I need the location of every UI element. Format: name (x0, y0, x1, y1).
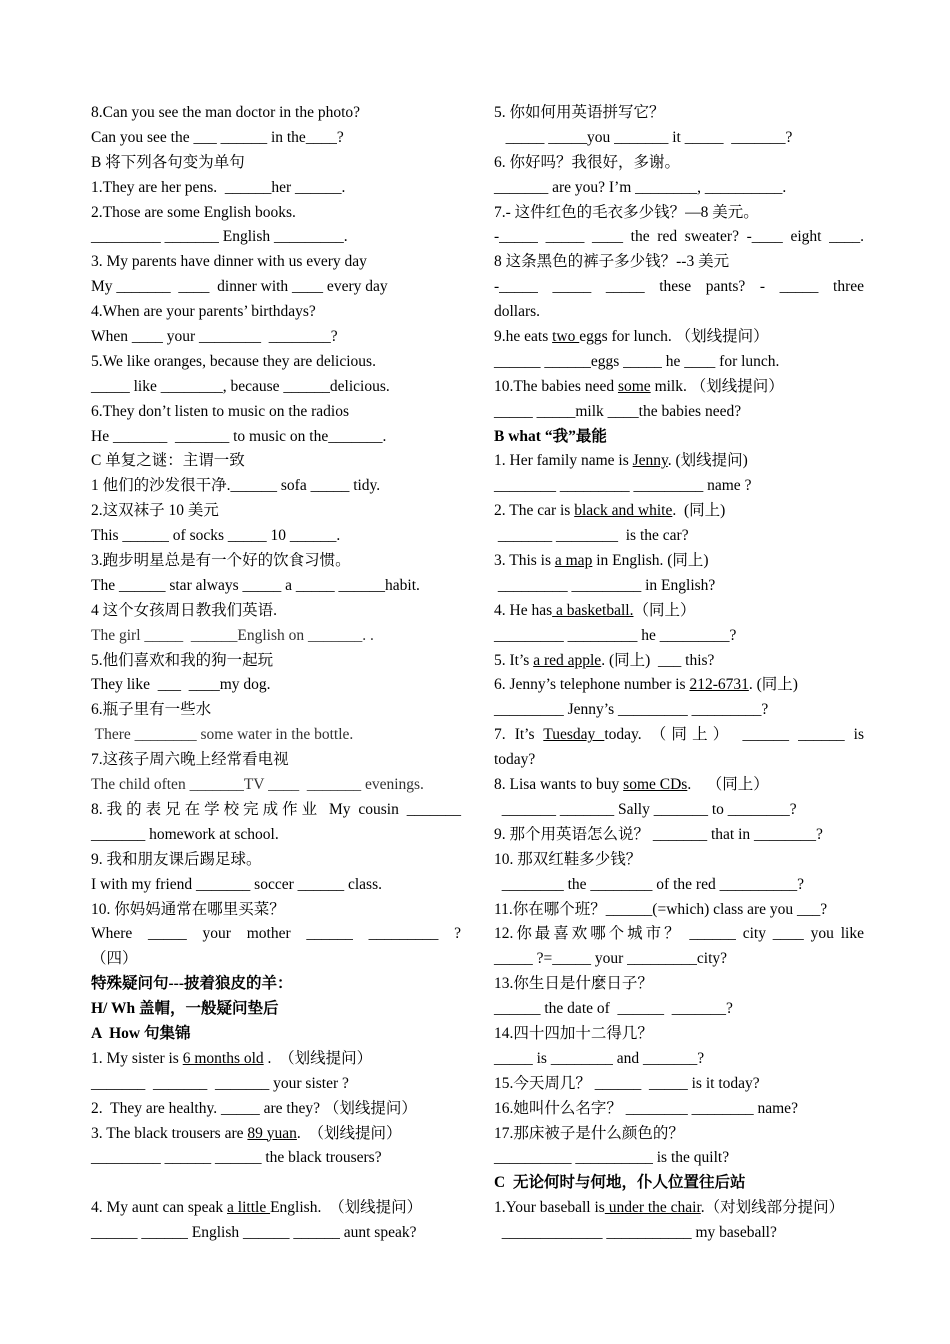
text-line: 4 这个女孩周日教我们英语. (91, 601, 278, 619)
text-line: 1 他们的沙发很干净.______ sofa _____ tidy. (91, 477, 381, 495)
text-line: _____ like ________, because ______delicious. (91, 377, 390, 395)
text-line: _______ _______ _______ your sister ? (91, 1074, 349, 1092)
text-line: _______ _______ Sally _______ to ________? (494, 800, 797, 818)
text-line: _____ ?=_____ your _________city? (494, 950, 728, 968)
blank-line (91, 1171, 461, 1196)
underlined-phrase: Tuesday (543, 726, 605, 744)
text-line: 3. The black trousers are 89 yuan. （划线提问） (91, 1124, 402, 1142)
text-line: 7.- 这件红色的毛衣多少钱？—8 美元。 (494, 203, 759, 221)
text-line: 13.你生日是什麼日子？ (494, 975, 653, 993)
text-line: 16.她叫什么名字？ ________ ________ name? (494, 1099, 798, 1117)
underlined-phrase: 89 yuan (247, 1124, 297, 1142)
text-line: ________ the ________ of the red __________? (494, 875, 804, 893)
text-line: -_____ _____ ____ the red sweater? -____ eight ____. (494, 228, 864, 246)
text-line: B 将下列各句变为单句 (91, 153, 245, 171)
text-line: 特殊疑问句---披着狼皮的羊： (91, 975, 293, 993)
text-line: 14.四十四加十二得几？ (494, 1024, 653, 1042)
text-line: today? (494, 751, 536, 769)
text-line: 10. 那双红鞋多少钱？ (494, 850, 642, 868)
text-line: 9. 那个用英语怎么说？ _______ that in ________? (494, 825, 823, 843)
text-line: 15.今天周几？ ______ _____ is it today? (494, 1074, 760, 1092)
underlined-phrase: 212-6731 (689, 676, 749, 694)
text-line: 1.They are her pens. ______her ______. (91, 178, 346, 196)
text-line: C 单复之谜：主谓一致 (91, 452, 245, 470)
text-line: 2.Those are some English books. (91, 203, 296, 221)
text-line: 6. Jenny’s telephone number is 212-6731. (同上) (494, 676, 798, 694)
text-line: 17.那床被子是什么颜色的？ (494, 1124, 684, 1142)
text-line: ______ ______ English ______ ______ aunt speak? (91, 1224, 417, 1242)
text-line: _____ _____you _______ it _____ _______? (494, 128, 793, 146)
text-line: There ________ some water in the bottle. (91, 726, 354, 744)
text-line: 4.When are your parents’ birthdays? (91, 303, 316, 321)
text-line: A How 句集锦 (91, 1024, 191, 1042)
text-line: The girl _____ ______English on _______. . (91, 626, 374, 644)
text-line: _____ is ________ and _______? (494, 1049, 705, 1067)
text-line: 11.你在哪个班？______(=which) class are you ___? (494, 900, 828, 918)
text-line: _________ _________ in English? (494, 576, 716, 594)
underlined-phrase: a little (227, 1199, 271, 1217)
text-line: The child often _______TV ____ _______ evenings. (91, 776, 424, 794)
text-line: 8.Can you see the man doctor in the photo? (91, 104, 361, 121)
text-line: This ______ of socks _____ 10 ______. (91, 527, 341, 545)
text-line: When ____ your ________ ________? (91, 328, 338, 346)
underlined-phrase: black and white (574, 502, 673, 520)
text-line: My _______ ____ dinner with ____ every day (91, 278, 388, 296)
text-line: _______ ________ is the car? (494, 527, 689, 545)
left-column (91, 101, 461, 1246)
text-line: 2.这双袜子 10 美元 (91, 502, 219, 520)
text-line: 7.这孩子周六晚上经常看电视 (91, 751, 289, 769)
text-line: _______ homework at school. (91, 825, 279, 843)
text-line: He _______ _______ to music on the_______. (91, 427, 387, 445)
text-line: ______ the date of ______ _______? (494, 1000, 733, 1018)
text-line: 2. The car is black and white. (同上) (494, 502, 726, 520)
text-line: 7. It’s Tuesday today. （同上） ______ ______ is (494, 726, 864, 744)
underlined-phrase: Jenny (632, 452, 668, 470)
text-line: ______ ______eggs _____ he ____ for lunch. (494, 352, 780, 370)
text-line: The ______ star always _____ a _____ ______habit. (91, 576, 420, 594)
underlined-phrase: some (617, 377, 651, 395)
text-line: Can you see the ___ ______ in the____? (91, 128, 344, 146)
text-line: -_____ _____ _____ these pants? - _____ three (494, 278, 864, 296)
text-line: 3. This is a map in English. (同上) (494, 552, 709, 570)
text-line: 6.瓶子里有一些水 (91, 701, 212, 719)
text-line: I with my friend _______ soccer ______ class. (91, 875, 382, 893)
text-line: 10. 你妈妈通常在哪里买菜？ (91, 900, 285, 918)
text-line: __________ __________ is the quilt? (494, 1149, 730, 1167)
text-line: 8.我的表兄在学校完成作业 My cousin _______ (91, 800, 461, 818)
text-line: B what “我”最能 (494, 427, 607, 445)
text-line: _____ _____milk ____the babies need? (494, 402, 742, 420)
text-line: _________ _________ he _________? (494, 626, 737, 644)
underlined-phrase: two (552, 328, 580, 346)
text-line: 6.They don’t listen to music on the radios (91, 402, 350, 420)
text-line: _____________ ___________ my baseball? (494, 1224, 777, 1242)
right-column (494, 101, 864, 1246)
underlined-phrase: a map (554, 552, 593, 570)
text-line: _________ _______ English _________. (91, 228, 348, 246)
text-line: 12.你最喜欢哪个城市？ ______ city ____ you like (494, 925, 864, 943)
underlined-phrase: 6 months old (182, 1049, 264, 1067)
underlined-phrase: a red apple (533, 651, 602, 669)
underlined-phrase: under the chair (604, 1199, 701, 1217)
text-line: 9. 我和朋友课后踢足球。 (91, 850, 262, 868)
text-line: 5. It’s a red apple. (同上) ___ this? (494, 651, 715, 669)
text-line: 6. 你好吗？我很好，多谢。 (494, 153, 681, 171)
text-line: _________ ______ ______ the black trousers? (91, 1149, 382, 1167)
text-line: 2. They are healthy. _____ are they? （划线提问） (91, 1099, 417, 1117)
text-line: 1. Her family name is Jenny. (划线提问) (494, 452, 748, 470)
text-line: _________ Jenny’s _________ _________? (494, 701, 769, 719)
text-line: C 无论何时与何地，仆人位置往后站 (494, 1174, 746, 1192)
text-line: 10.The babies need some milk. （划线提问） (494, 377, 784, 395)
text-line: Where _____ your mother ______ _________ ? (91, 925, 461, 943)
underlined-phrase: some CDs (623, 776, 688, 794)
text-line: 8 这条黑色的裤子多少钱？--3 美元 (494, 253, 730, 271)
text-line: They like ___ ____my dog. (91, 676, 271, 694)
text-line: 3.跑步明星总是有一个好的饮食习惯。 (91, 552, 351, 570)
text-line: （四） (91, 950, 138, 968)
text-line: 3. My parents have dinner with us every day (91, 253, 367, 271)
text-line: 8. Lisa wants to buy some CDs. （同上） (494, 776, 769, 794)
text-line: H/ Wh 盖帽，一般疑问垫后 (91, 1000, 279, 1018)
text-line: 4. My aunt can speak a little English. （划线提问） (91, 1199, 423, 1217)
text-line: dollars. (494, 303, 541, 321)
text-line: 4. He has a basketball.（同上） (494, 601, 696, 619)
text-line: 1. My sister is 6 months old . （划线提问） (91, 1049, 373, 1067)
text-line: _______ are you? I’m ________, __________. (494, 178, 787, 196)
underlined-phrase: a basketball. (552, 601, 634, 619)
text-line: 5.We like oranges, because they are delicious. (91, 352, 376, 370)
text-line: 5. 你如何用英语拼写它？ (494, 104, 665, 121)
text-line: 5.他们喜欢和我的狗一起玩 (91, 651, 274, 669)
text-line: 9.he eats two eggs for lunch. （划线提问） (494, 328, 769, 346)
text-line: ________ _________ _________ name ? (494, 477, 752, 495)
text-line: 1.Your baseball is under the chair.（对划线部分提问） (494, 1199, 845, 1217)
